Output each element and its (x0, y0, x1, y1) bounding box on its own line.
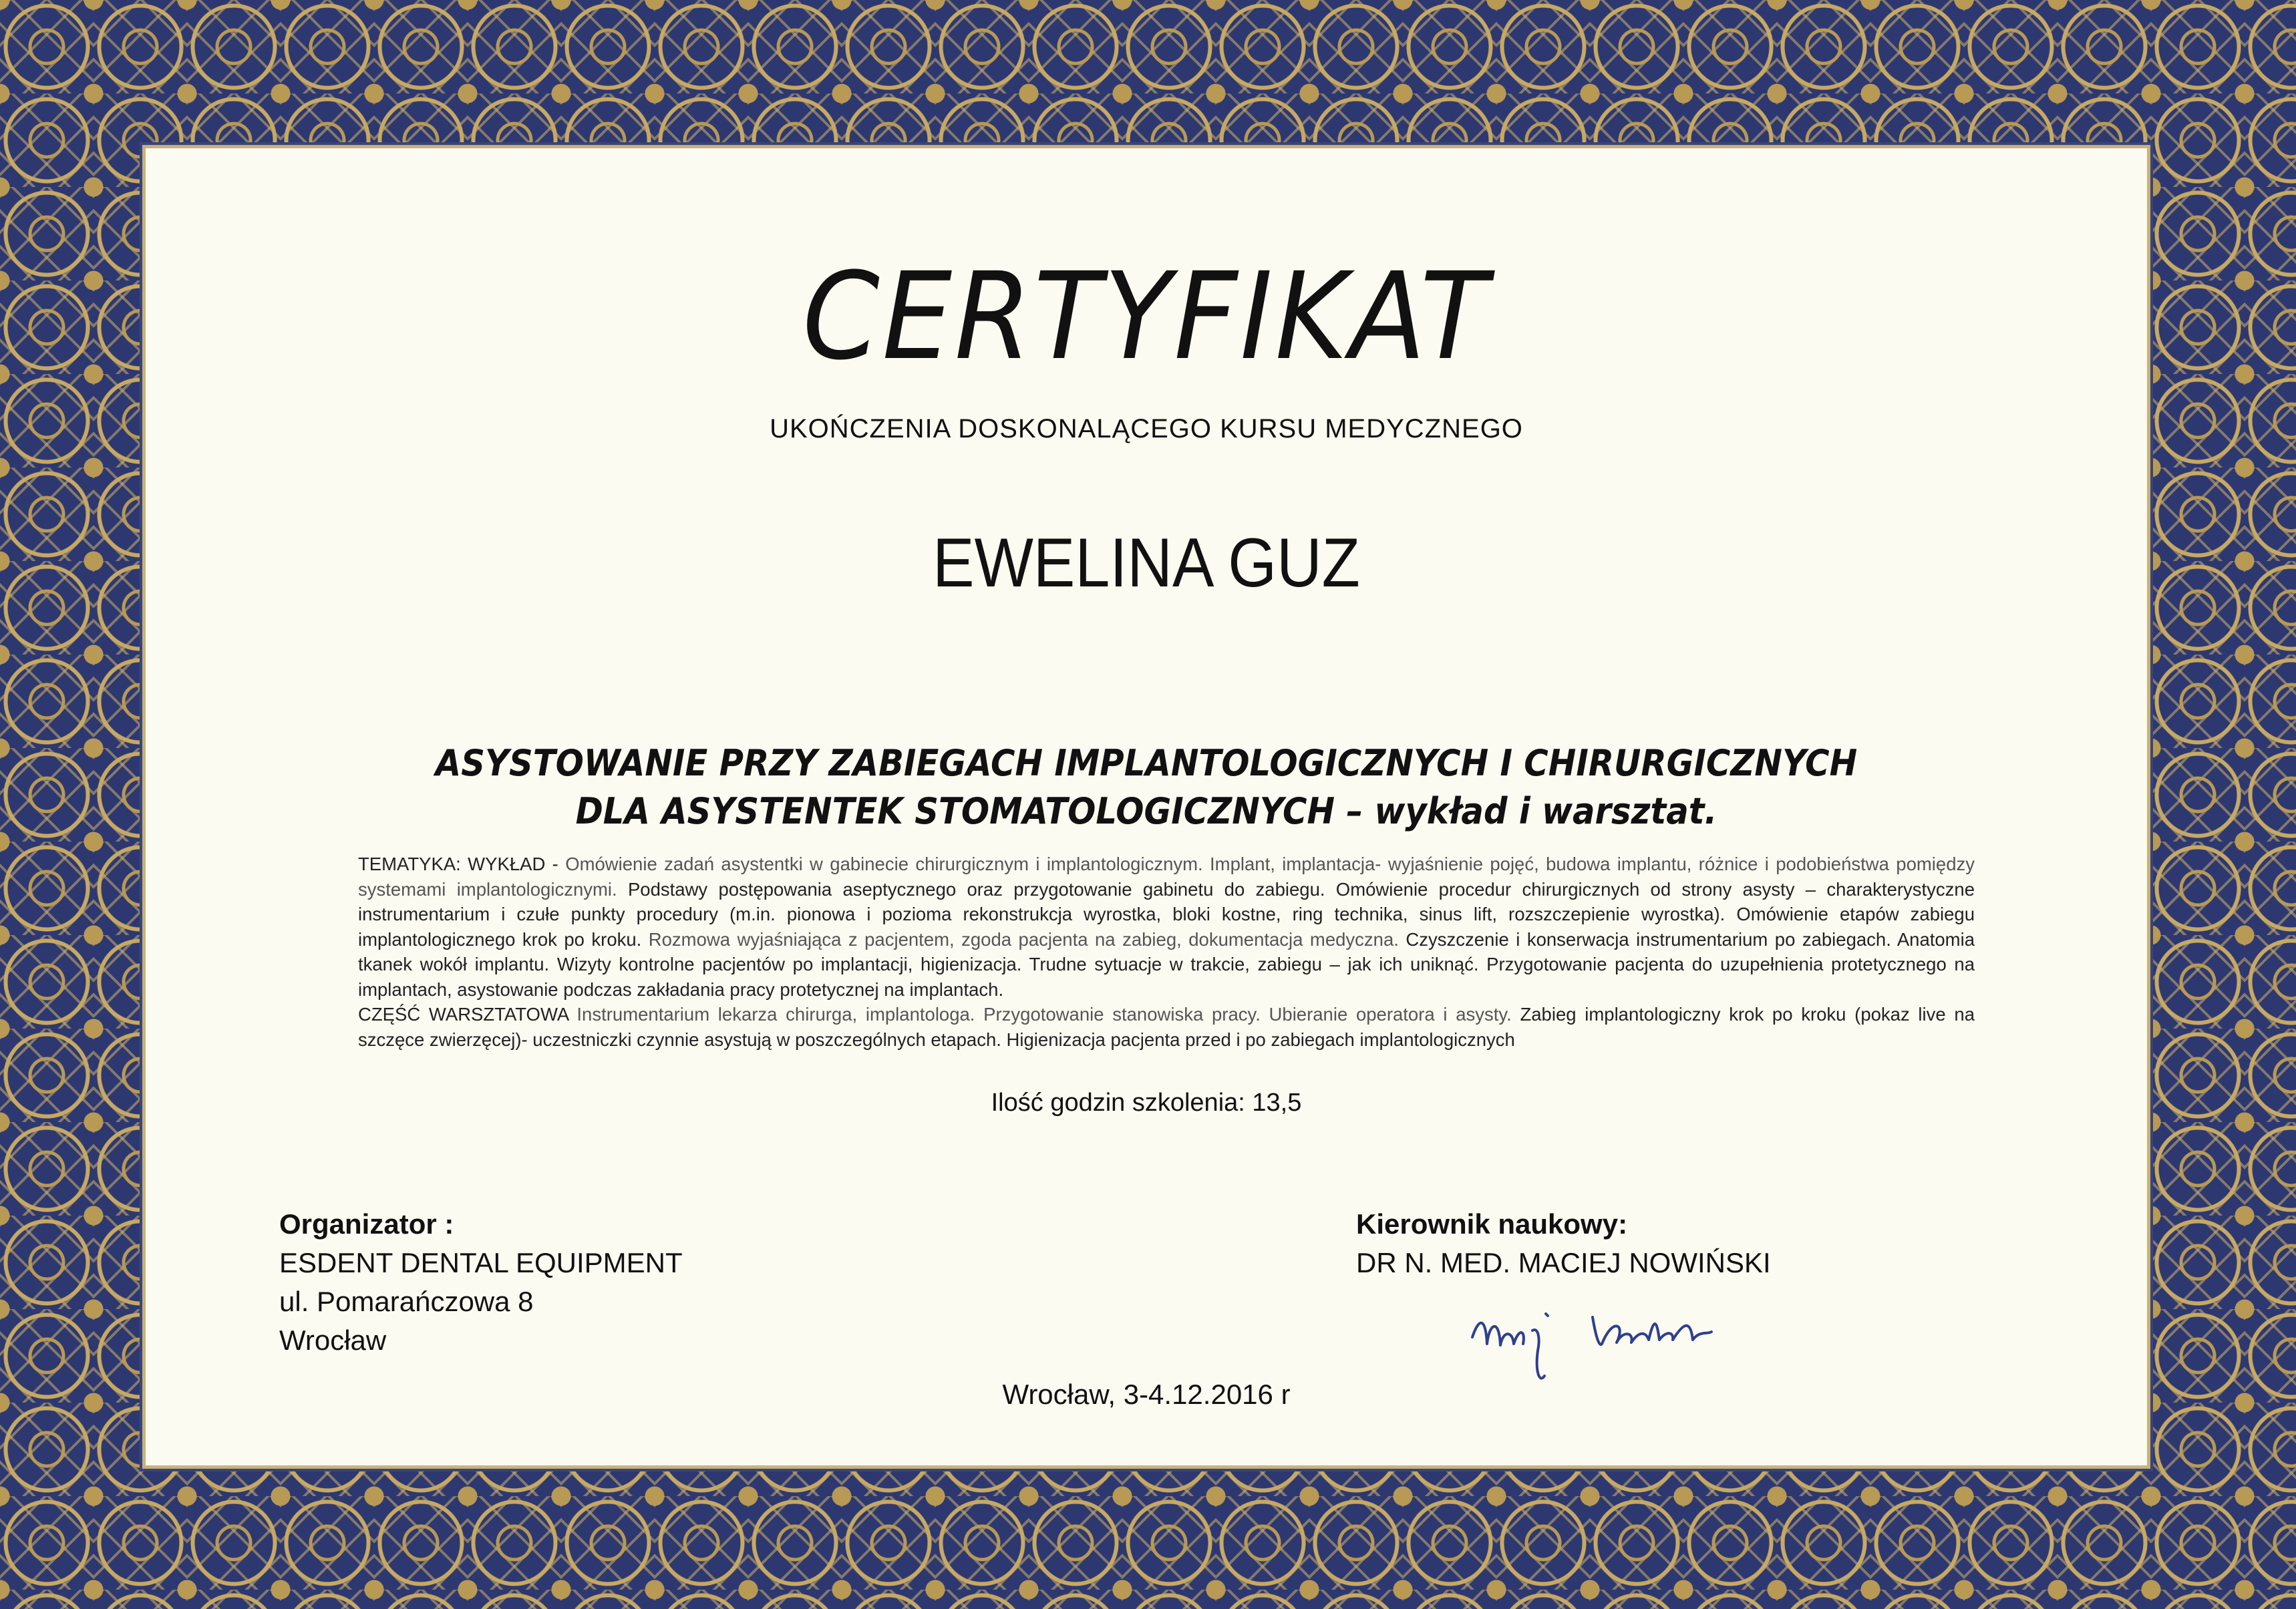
scientific-director-heading: Kierownik naukowy: (1356, 1208, 1628, 1240)
training-hours: Ilość godzin szkolenia: 13,5 (991, 1089, 1302, 1117)
course-title-line-1: ASYSTOWANIE PRZY ZABIEGACH IMPLANTOLOGICZNYCH I CHIRURGICZNYCH (435, 742, 1858, 784)
handwritten-signature (1459, 1290, 1806, 1391)
organizer-city: Wrocław (279, 1324, 387, 1356)
lecture-text-1: Omówienie zadań asystentki w gabinecie chirurgicznym i implantologicznym. Implant, implantacja- wyjaśnienie pojęć, budowa implantu, różnice i podobieństwa pomiędzy systemami implantologicznymi. (358, 854, 1975, 900)
course-title (226, 739, 2067, 836)
lecture-text-2: Podstawy postępowania aseptycznego oraz przygotowanie gabinetu do zabiegu. Omówienie procedur chirurgicznych od strony asysty – charakterystyczne instrumentarium i czułe punkty procedury (m.in. pionowa i pozioma rekonstrukcja wyrostka, bloki kostne, ring technika, sinus lift, rozszczepienie wyrostka). Omówienie etapów zabiegu implantologicznego krok po kroku. (358, 878, 1975, 950)
lecture-text-4: Czyszczenie i konserwacja instrumentarium po zabiegach. Anatomia tkanek wokół implantu. Wizyty kontrolne pacjentów po implantacji, higienizacja. Trudne sytuacje w trakcie, zabiegu – jak ich uniknąć. Przygotowanie pacjenta do uzupełnienia protetycznego na implantach, asystowanie podczas zakładania pracy protetycznej na implantach. (358, 928, 1975, 1000)
organizer-name: ESDENT DENTAL EQUIPMENT (279, 1247, 683, 1278)
lecture-label: TEMATYKA: WYKŁAD - (358, 854, 566, 874)
certificate-subtitle: UKOŃCZENIA DOSKONALĄCEGO KURSU MEDYCZNEGO (770, 414, 1523, 443)
organizer-heading: Organizator : (279, 1208, 454, 1240)
certificate-title: CERTYFIKAT (802, 247, 1490, 387)
certificate-paper (146, 148, 2147, 1465)
workshop-label: CZĘŚĆ WARSZTATOWA (358, 1004, 577, 1025)
organizer-street: ul. Pomarańczowa 8 (279, 1286, 534, 1317)
recipient-name: EWELINA GUZ (933, 524, 1360, 602)
workshop-text-1: Instrumentarium lekarza chirurga, implantologa. Przygotowanie stanowiska pracy. Ubieranie operatora i asysty. (577, 1004, 1520, 1025)
lecture-text-3: Rozmowa wyjaśniająca z pacjentem, zgoda pacjenta na zabieg, dokumentacja medyczna. (648, 928, 1406, 950)
place-and-date: Wrocław, 3-4.12.2016 r (1002, 1379, 1291, 1410)
scientific-director-block (1356, 1205, 1771, 1282)
scientific-director-name: DR N. MED. MACIEJ NOWIŃSKI (1356, 1247, 1771, 1278)
course-topics (358, 852, 1975, 1052)
workshop-text-2: Zabieg implantologiczny krok po kroku (pokaz live na szczęce zwierzęcej)- uczestniczki czynnie asystują w poszczególnych etapach. Higienizacja pacjenta przed i po zabiegach implantologicznych (358, 1004, 1975, 1050)
organizer-block (279, 1205, 683, 1360)
course-title-line-2: DLA ASYSTENTEK STOMATOLOGICZNYCH – wykład i warsztat. (575, 790, 1717, 832)
